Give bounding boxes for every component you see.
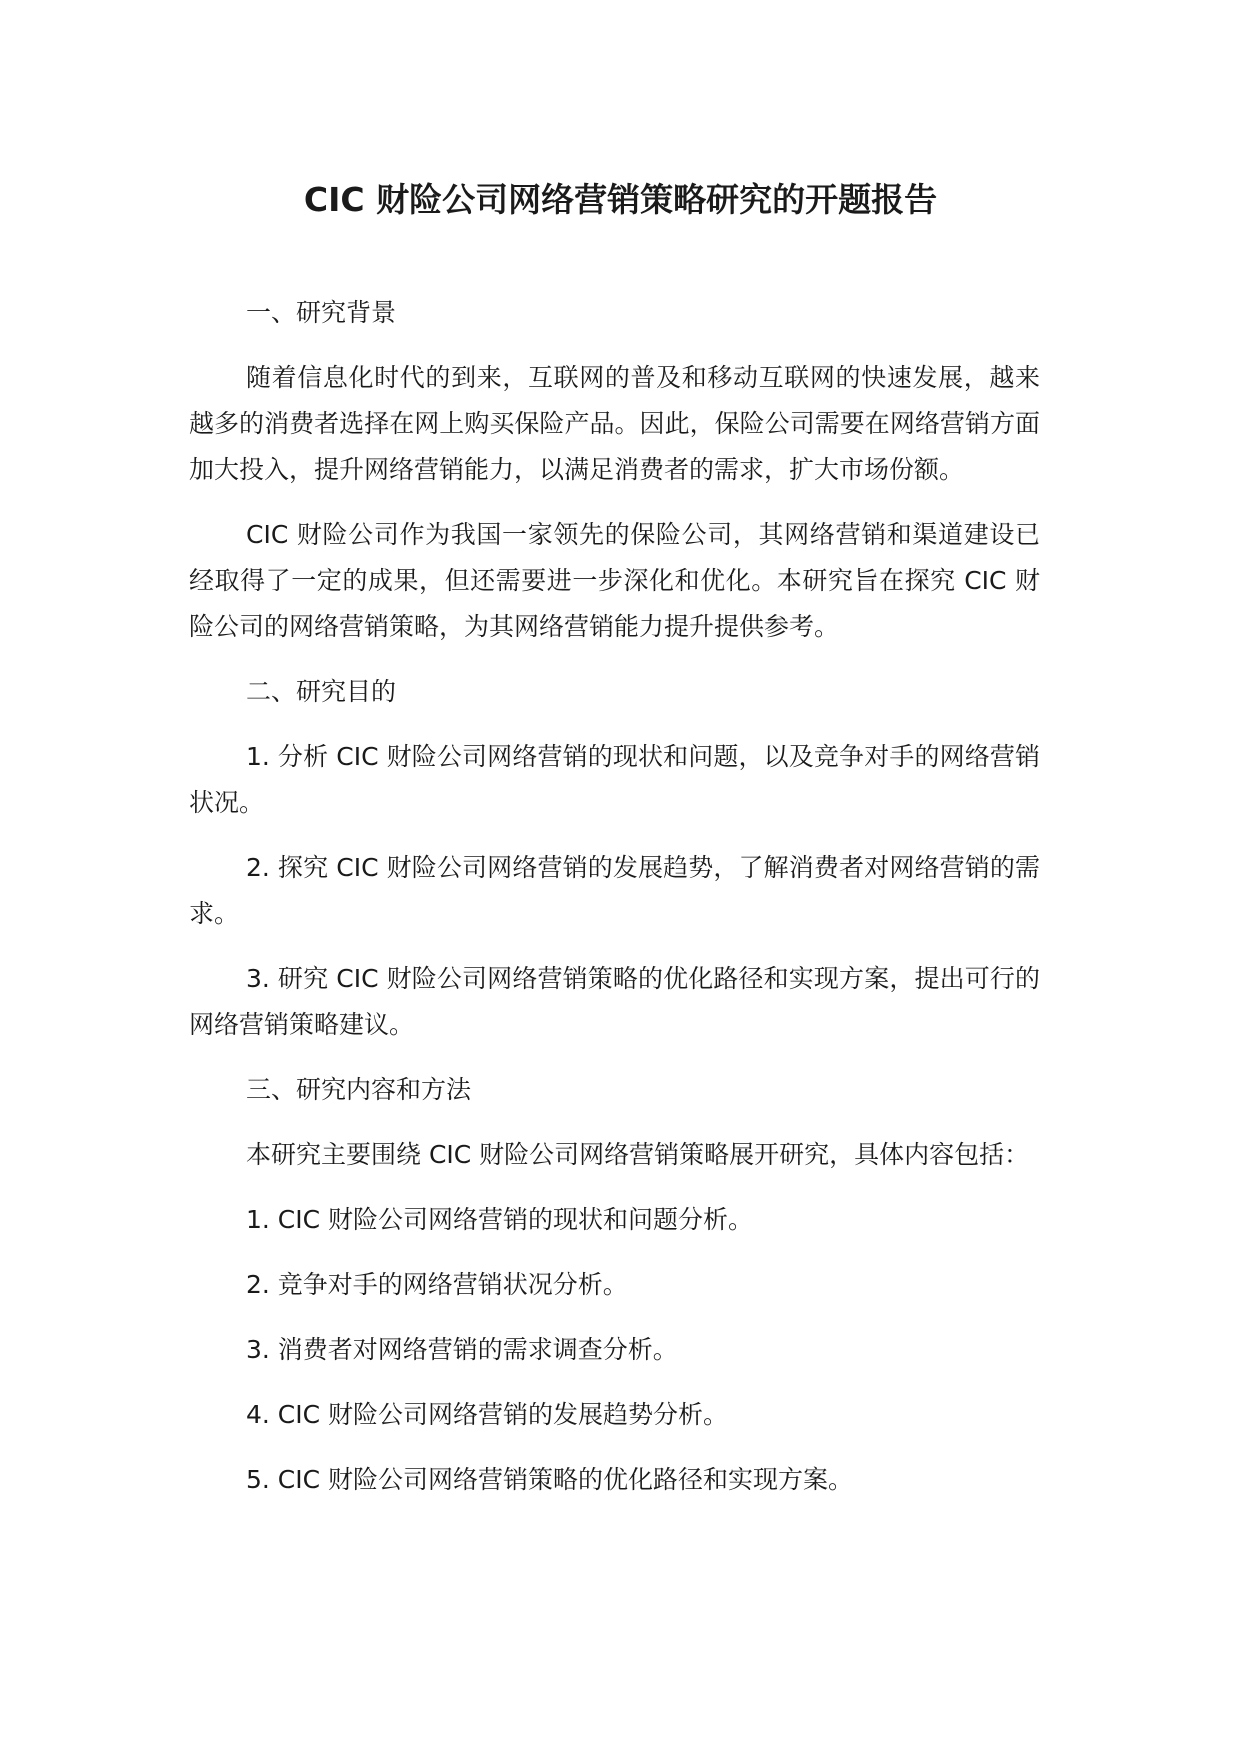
content-item: 5. CIC 财险公司网络营销策略的优化路径和实现方案。 — [246, 1465, 854, 1494]
content-item: 2. 竞争对手的网络营销状况分析。 — [246, 1270, 628, 1299]
content-item: 4. CIC 财险公司网络营销的发展趋势分析。 — [246, 1400, 729, 1429]
objective-item: 3. 研究 CIC 财险公司网络营销策略的优化路径和实现方案，提出可行的网络营销策略建议。 — [189, 964, 1040, 1039]
content-intro-paragraph: 本研究主要围绕 CIC 财险公司网络营销策略展开研究，具体内容包括： — [246, 1140, 1030, 1169]
content-item: 1. CIC 财险公司网络营销的现状和问题分析。 — [246, 1205, 754, 1234]
objective-item: 1. 分析 CIC 财险公司网络营销的现状和问题，以及竞争对手的网络营销状况。 — [189, 742, 1040, 817]
background-paragraph: 随着信息化时代的到来，互联网的普及和移动互联网的快速发展，越来越多的消费者选择在网上购买保险产品。因此，保险公司需要在网络营销方面加大投入，提升网络营销能力，以满足消费者的需求，扩大市场份额。 — [189, 363, 1040, 484]
section-heading-objectives: 二、研究目的 — [246, 677, 397, 706]
objective-item: 2. 探究 CIC 财险公司网络营销的发展趋势，了解消费者对网络营销的需求。 — [189, 853, 1040, 928]
background-paragraph: CIC 财险公司作为我国一家领先的保险公司，其网络营销和渠道建设已经取得了一定的成果，但还需要进一步深化和优化。本研究旨在探究 CIC 财险公司的网络营销策略，为其网络营销能力提升提供参考。 — [189, 520, 1040, 641]
section-heading-content-methods: 三、研究内容和方法 — [246, 1075, 472, 1104]
document-body — [189, 290, 1040, 1522]
content-item: 3. 消费者对网络营销的需求调查分析。 — [246, 1335, 678, 1364]
document-title: CIC 财险公司网络营销策略研究的开题报告 — [303, 180, 938, 219]
section-heading-background: 一、研究背景 — [246, 298, 397, 327]
